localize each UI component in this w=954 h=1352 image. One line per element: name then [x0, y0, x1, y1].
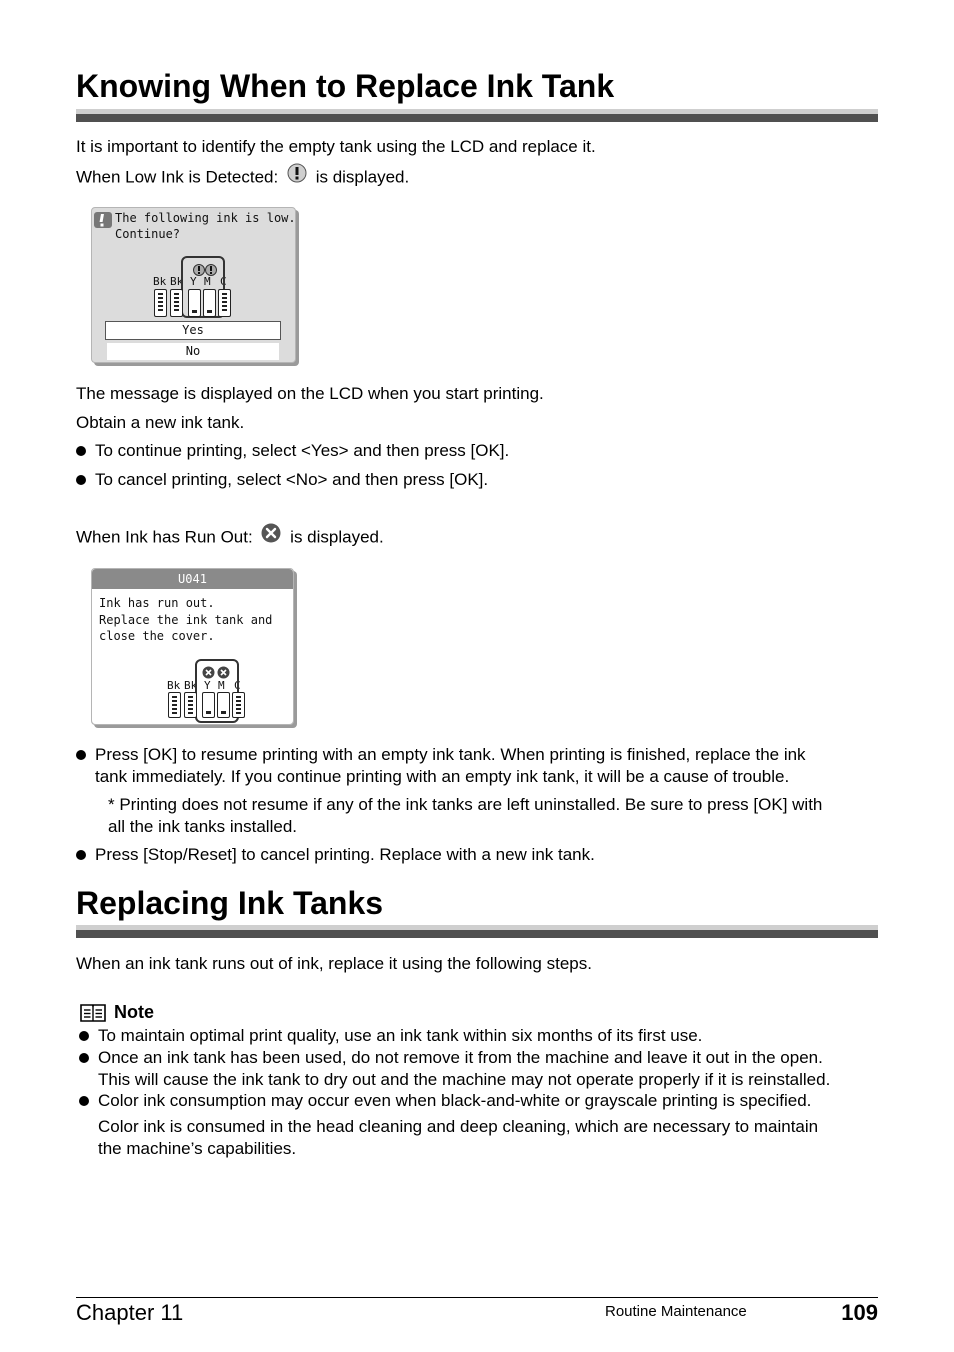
footer-chapter: Chapter 11 [76, 1300, 184, 1325]
low-ink-prefix: When Low Ink is Detected: [76, 167, 279, 187]
warning-icon [93, 211, 113, 233]
intro-text: It is important to identify the empty tank using the LCD and replace it. [76, 137, 596, 156]
tank-label: C [220, 275, 227, 288]
lcd-low-line1: The following ink is low. [115, 211, 296, 225]
tank-label: Bk [167, 679, 181, 692]
warning-icon [287, 163, 307, 189]
ink-tank [217, 692, 230, 718]
tank-label: Y [190, 275, 197, 288]
section-title-replace-ink-tank: Knowing When to Replace Ink Tank [76, 68, 615, 104]
tank-label: Bk [170, 275, 184, 288]
lcd-low-line2: Continue? [115, 227, 181, 241]
ink-tank [168, 692, 181, 718]
page-number: 109 [841, 1300, 878, 1325]
error-code: U041 [178, 572, 207, 586]
ink-tank [232, 692, 245, 718]
run-out-suffix: is displayed. [290, 527, 384, 547]
ink-tank [203, 289, 216, 317]
ink-tank [184, 692, 197, 718]
lcd-low-ink-screen [91, 207, 296, 363]
error-icon [261, 523, 281, 549]
lcd-out-line3: close the cover. [99, 629, 215, 643]
ink-tank [202, 692, 215, 718]
title-rule [76, 109, 878, 122]
note3-extra-l1: Color ink is consumed in the head cleaning and deep cleaning, which are necessary to maintain [98, 1117, 819, 1136]
ink-tank [170, 289, 183, 317]
low-ink-suffix: is displayed. [315, 167, 410, 187]
tank-label: Y [204, 679, 211, 692]
note-heading: Note [114, 1002, 154, 1022]
tank-label: C [234, 679, 241, 692]
tank-label: Bk [184, 679, 198, 692]
footer-section: Routine Maintenance [605, 1303, 747, 1320]
title-rule [76, 925, 878, 938]
msg-start-text: The message is displayed on the LCD when you start printing. [76, 384, 544, 403]
low-ink-line [76, 165, 409, 191]
note3-extra-l2: the machine’s capabilities. [98, 1139, 297, 1158]
ink-tank [188, 289, 201, 317]
run-out-line [76, 525, 384, 551]
option-yes: Yes [105, 321, 281, 340]
lcd-out-line2: Replace the ink tank and [99, 613, 273, 627]
run-out-prefix: When Ink has Run Out: [76, 527, 253, 547]
tank-label: M [204, 275, 211, 288]
ink-tank [154, 289, 167, 317]
footer-rule [76, 1297, 878, 1298]
lcd-out-line1: Ink has run out. [99, 596, 215, 610]
note-book-icon [80, 1003, 106, 1027]
asterisk-note-l2: all the ink tanks installed. [108, 817, 297, 836]
section-title-replacing-ink-tanks: Replacing Ink Tanks [76, 885, 384, 921]
ink-tank [218, 289, 231, 317]
asterisk-note-l1: * Printing does not resume if any of the ink tanks are left uninstalled. Be sure to press [OK] with [108, 795, 823, 814]
lcd-run-out-screen [91, 568, 294, 725]
tank-label: M [218, 679, 225, 692]
obtain-text: Obtain a new ink tank. [76, 413, 245, 432]
tank-label: Bk [153, 275, 167, 288]
section2-intro: When an ink tank runs out of ink, replace it using the following steps. [76, 954, 592, 973]
option-no: No [107, 343, 279, 360]
